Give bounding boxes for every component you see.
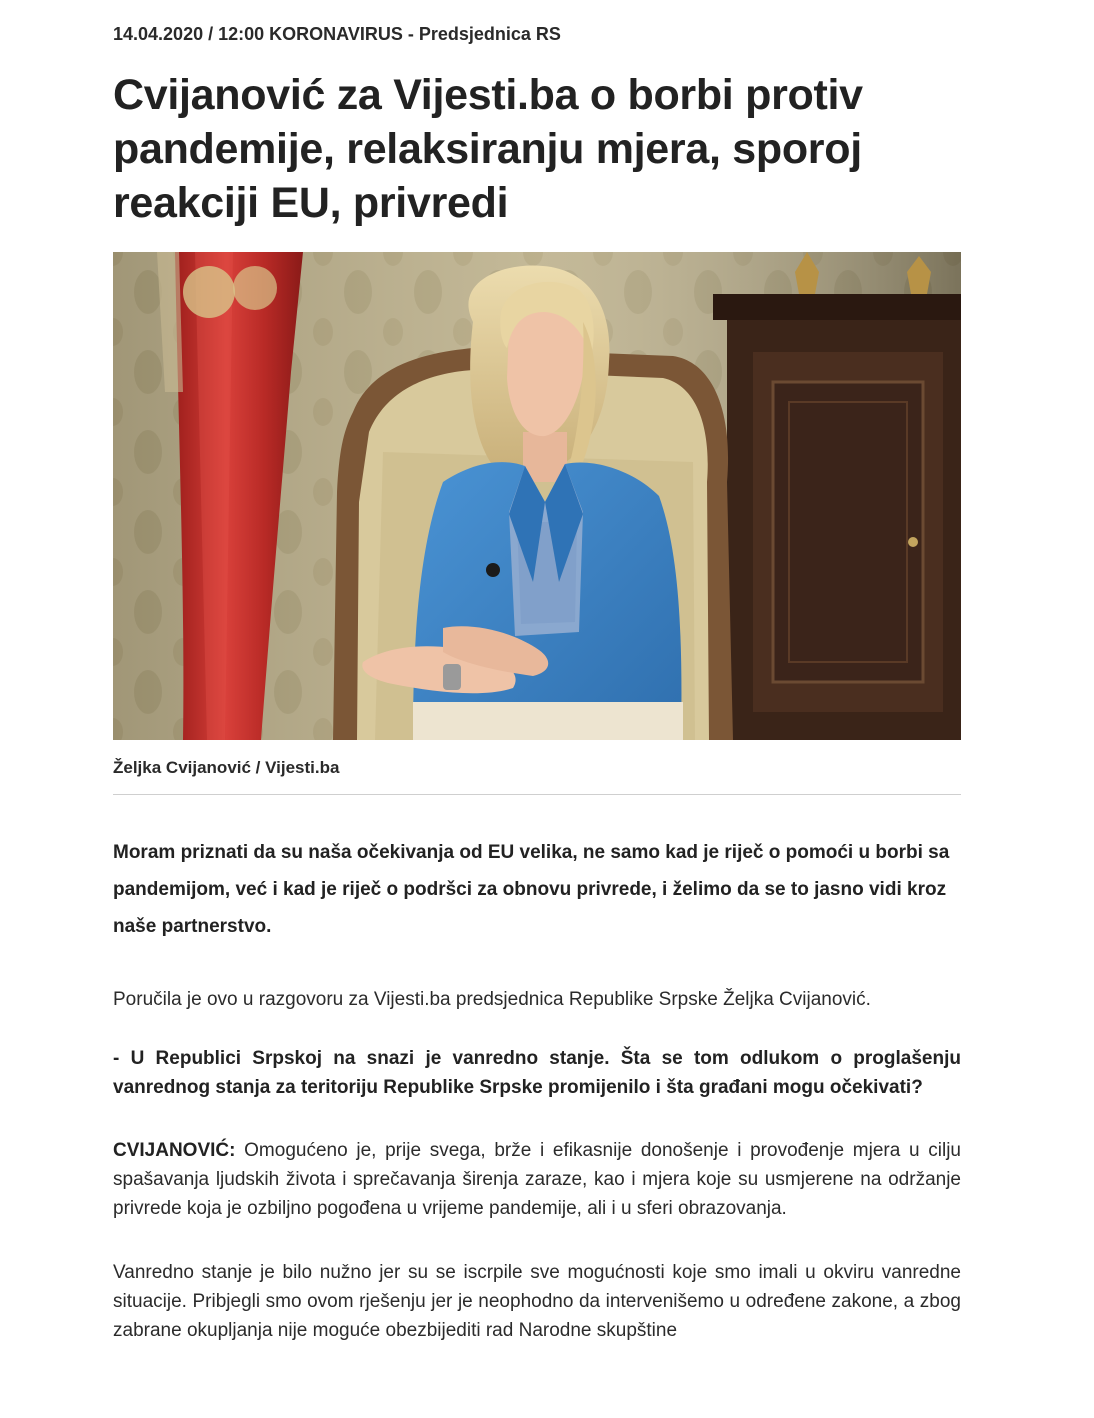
answer-speaker: CVIJANOVIĆ: [113,1140,236,1161]
publish-time: 12:00 [218,24,265,44]
interview-question: - U Republici Srpskoj na snazi je vanredno stanje. Šta se tom odlukom o proglašenju vanrednog stanja za teritoriju Republike Srpske promijenilo i šta građani mogu očekivati? [113,1048,961,1098]
answer-text: Omogućeno je, prije svega, brže i efikasnije donošenje i provođenje mjera u cilju spašavanja ljudskih života i sprečavanja širenja zaraze, kao i mjera koje su usmjerene na održanje privrede koja je ozbiljno pogođena u vrijeme pandemije, ali i u sferi obrazovanja. [113,1140,961,1219]
publish-date: 14.04.2020 [113,24,204,44]
interview-answer [113,1136,961,1223]
article-photo [113,252,961,740]
article-title: Cvijanović za Vijesti.ba o borbi protiv pandemije, relaksiranju mjera, sporoj reakciji EU, privredi [113,71,863,227]
lead-paragraph: Moram priznati da su naša očekivanja od EU velika, ne samo kad je riječ o pomoći u borbi sa pandemijom, već i kad je riječ o podršci za obnovu privrede, i želimo da se to jasno vidi kroz naše partnerstvo. [113,842,950,937]
category-link[interactable]: KORONAVIRUS [269,24,403,44]
article-meta: 14.04.2020 / 12:00 KORONAVIRUS - Predsjednica RS [113,24,561,44]
photo-illustration [113,252,961,740]
body-paragraph: Vanredno stanje je bilo nužno jer su se iscrpile sve mogućnosti koje smo imali u okviru vanredne situacije. Pribjegli smo ovom rješenju jer je neophodno da intervenišemo u određene zakone, a zbog zabrane okupljanja nije moguće obezbijediti rad Narodne skupštine [113,1262,961,1341]
image-caption: Željka Cvijanović / Vijesti.ba [113,758,340,777]
subcategory-link[interactable]: Predsjednica RS [418,24,561,44]
cabinet-image [713,252,961,740]
section-divider [113,794,961,795]
body-paragraph: Poručila je ovo u razgovoru za Vijesti.ba predsjednica Republike Srpske Željka Cvijanović. [113,989,871,1010]
